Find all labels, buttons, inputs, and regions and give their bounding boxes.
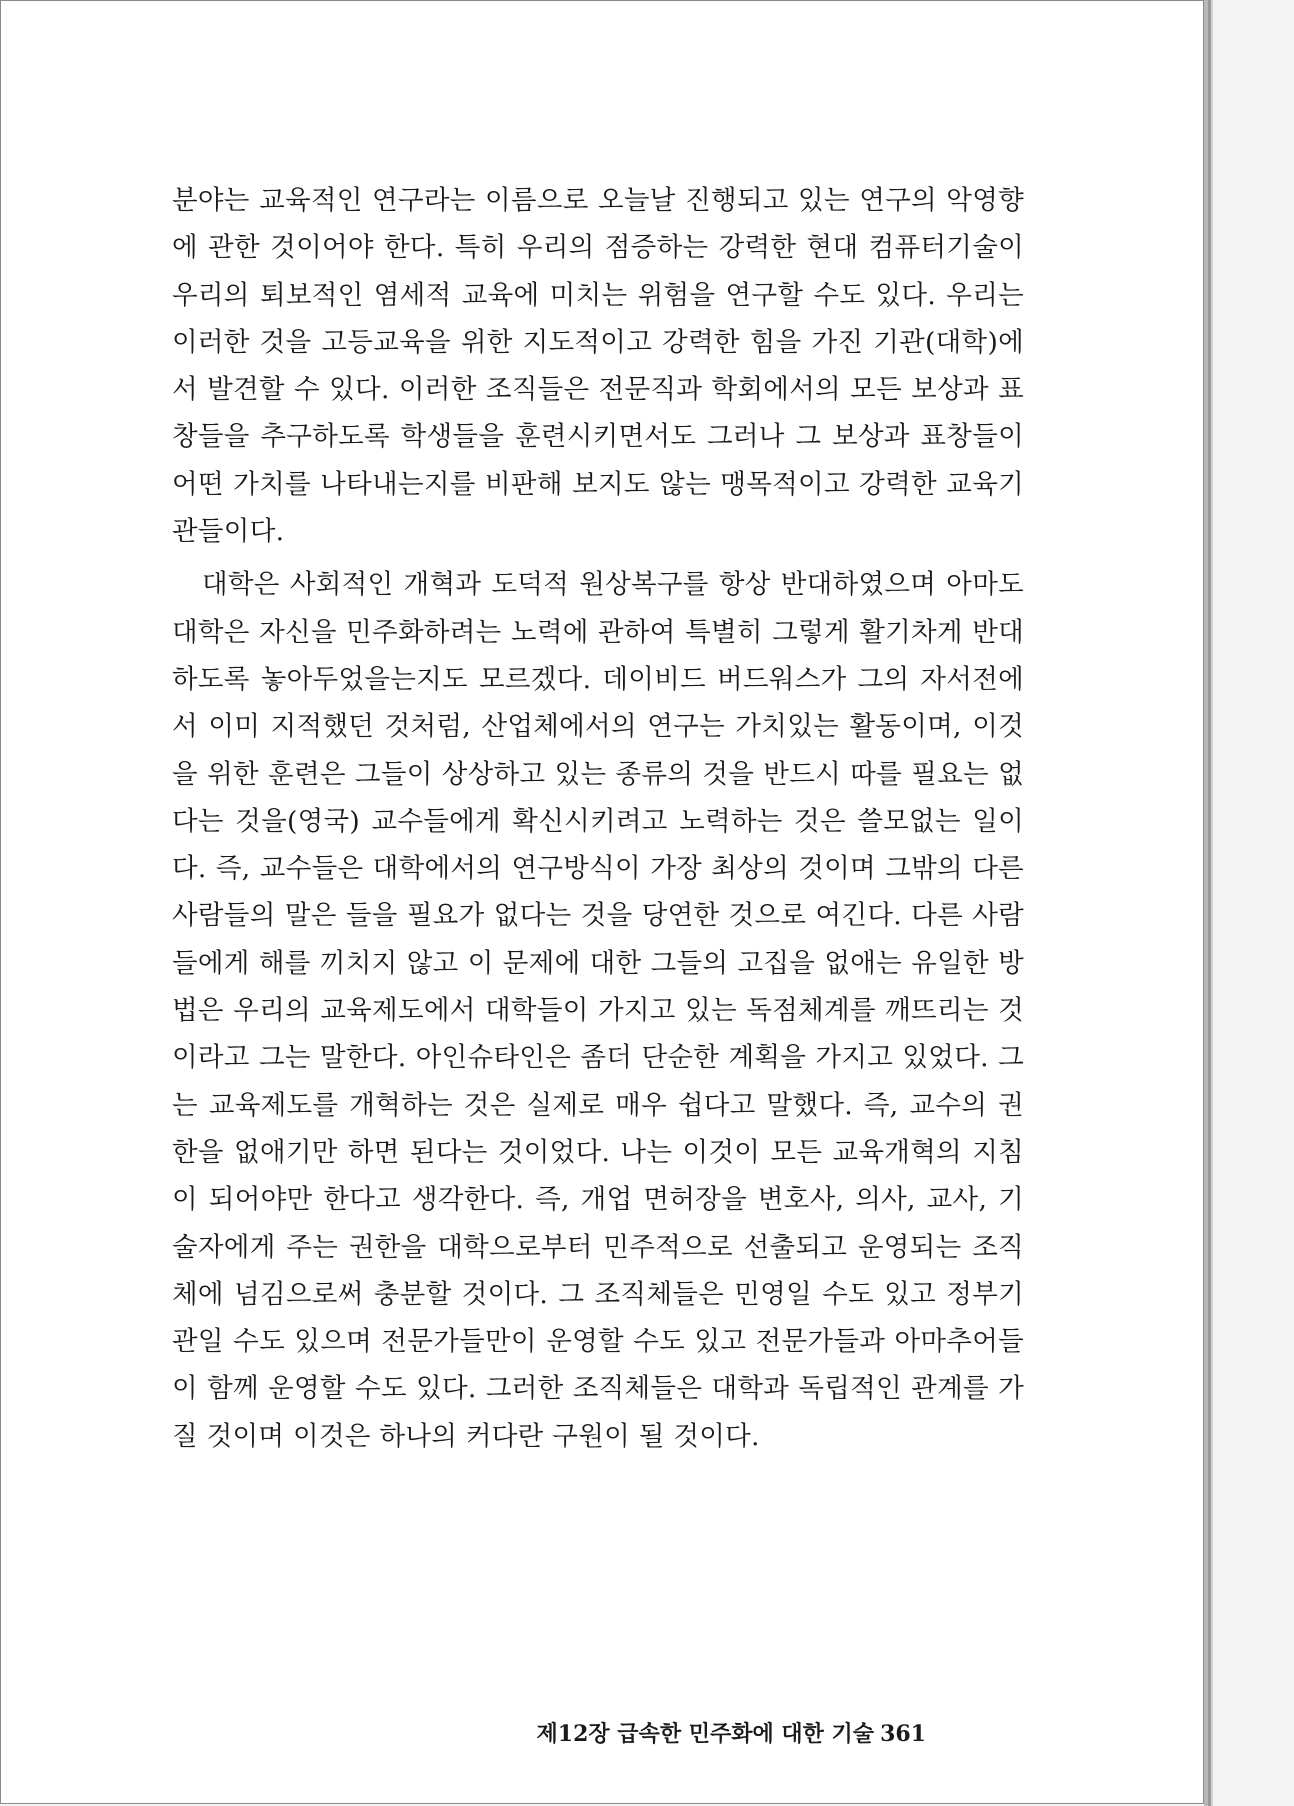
paragraph-2: 대학은 사회적인 개혁과 도덕적 원상복구를 항상 반대하였으며 아마도 대학은 자신을 민주화하려는 노력에 관하여 특별히 그렇게 활기차게 반대하도록 놓아두었을는지도 모르겠다. 데이비드 버드워스가 그의 자서전에서 이미 지적했던 것처럼, 산업체에서의 연구는 가치있는 활동이며, 이것을 위한 훈련은 그들이 상상하고 있는 종류의 것을 반드시 따를 필요는 없다는 것을(영국) 교수들에게 확신시키려고 노력하는 것은 쓸모없는 일이다. 즉, 교수들은 대학에서의 연구방식이 가장 최상의 것이며 그밖의 다른 사람들의 말은 들을 필요가 없다는 것을 당연한 것으로 여긴다. 다른 사람들에게 해를 끼치지 않고 이 문제에 대한 그들의 고집을 없애는 유일한 방법은 우리의 교육제도에서 대학들이 가지고 있는 독점체계를 깨뜨리는 것이라고 그는 말한다. 아인슈타인은 좀더 단순한 계획을 가지고 있었다. 그는 교육제도를 개혁하는 것은 실제로 매우 쉽다고 말했다. 즉, 교수의 권한을 없애기만 하면 된다는 것이었다. 나는 이것이 모든 교육개혁의 지침이 되어야만 한다고 생각한다. 즉, 개업 면허장을 변호사, 의사, 교사, 기술자에게 주는 권한을 대학으로부터 민주적으로 선출되고 운영되는 조직체에 넘김으로써 충분할 것이다. 그 조직체들은 민영일 수도 있고 정부기관일 수도 있으며 전문가들만이 운영할 수도 있고 전문가들과 아마추어들이 함께 운영할 수도 있다. 그러한 조직체들은 대학과 독립적인 관계를 가질 것이며 이것은 하나의 커다란 구원이 될 것이다. [172,569,1024,1452]
running-footer [537,1717,926,1748]
paragraph-1: 분야는 교육적인 연구라는 이름으로 오늘날 진행되고 있는 연구의 악영향에 관한 것이어야 한다. 특히 우리의 점증하는 강력한 현대 컴퓨터기술이 우리의 퇴보적인 염세적 교육에 미치는 위험을 연구할 수도 있다. 우리는 이러한 것을 고등교육을 위한 지도적이고 강력한 힘을 가진 기관(대학)에서 발견할 수 있다. 이러한 조직들은 전문직과 학회에서의 모든 보상과 표창들을 추구하도록 학생들을 훈련시키면서도 그러나 그 보상과 표창들이 어떤 가치를 나타내는지를 비판해 보지도 않는 맹목적이고 강력한 교육기관들이다. [172,185,1024,548]
page-number: 361 [880,1721,926,1747]
chapter-title: 제12장 급속한 민주화에 대한 기술 [536,1721,875,1747]
page-edge-highlight [1211,0,1213,1806]
page-body [172,177,1024,1460]
